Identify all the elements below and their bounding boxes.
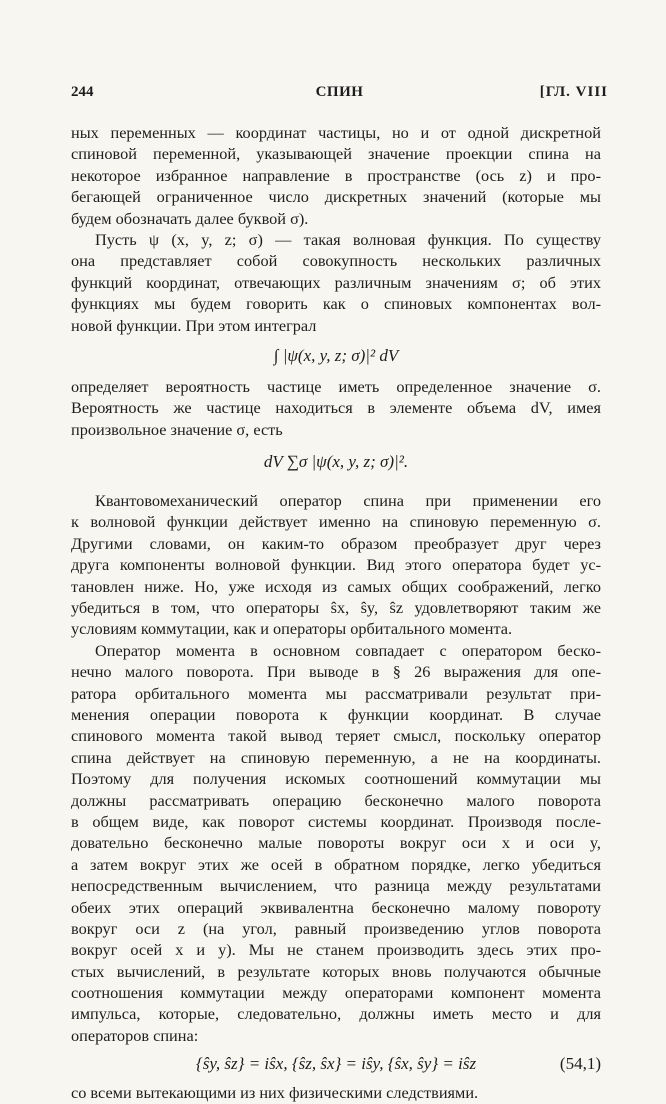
text-line: будем обозначать далее буквой σ). bbox=[71, 208, 309, 228]
text-line: друга компоненты волновой функции. Вид этого оператора будет ус- bbox=[71, 555, 601, 575]
text-line: Вероятность же частице находиться в элементе объема dV, имея bbox=[71, 398, 601, 418]
formula-probability-sum: dV ∑σ |ψ(x, y, z; σ)|². bbox=[263, 452, 409, 472]
text-line: функций координат, отвечающих различным значениям σ; об этих bbox=[71, 272, 601, 292]
paragraph-2 bbox=[71, 229, 601, 336]
text-line: ных переменных — координат частицы, но и от одной дискретной bbox=[71, 123, 601, 142]
paragraph-1 bbox=[71, 122, 601, 229]
paragraph-6 bbox=[71, 1082, 601, 1103]
text-line: Пусть ψ (x, y, z; σ) — такая волновая функция. По существу bbox=[95, 229, 601, 249]
text-line: соотношения коммутации между операторами компонент момента bbox=[71, 983, 601, 1003]
text-line: она представляет собой совокупность нескольких различных bbox=[71, 251, 601, 271]
text-line: новой функции. При этом интеграл bbox=[71, 315, 317, 335]
text-line: убедиться в том, что операторы ŝx, ŝy, ŝz удовлетворяют таким же bbox=[71, 598, 601, 618]
text-line: Оператор момента в основном совпадает с оператором беско- bbox=[95, 640, 601, 660]
text-line: Квантовомеханический оператор спина при применении его bbox=[95, 491, 601, 511]
text-line: определяет вероятность частице иметь определенное значение σ. bbox=[71, 376, 601, 396]
text-line: нечно малого поворота. При выводе в § 26 выражения для опе- bbox=[71, 662, 601, 682]
text-line: тановлен ниже. Но, уже исходя из самых общих соображений, легко bbox=[71, 576, 601, 596]
page-number: 244 bbox=[71, 84, 94, 100]
text-line: некоторое избранное направление в пространстве (ось z) и про- bbox=[71, 165, 601, 185]
paragraph-3 bbox=[71, 376, 601, 440]
text-line: должны рассматривать операцию бесконечно малого поворота bbox=[71, 790, 601, 810]
text-line: функциях мы будем говорить как о спиновых компонентах вол- bbox=[71, 294, 601, 314]
paragraph-4 bbox=[71, 490, 601, 640]
text-line: операторов спина: bbox=[71, 1025, 199, 1045]
text-line: спина действует на спиновую переменную, а не на координаты. bbox=[71, 747, 601, 767]
text-line: менения операции поворота к функции координат. В случае bbox=[71, 704, 601, 724]
text-line: а затем вокруг этих же осей в обратном порядке, легко убедиться bbox=[71, 854, 601, 874]
page-body bbox=[71, 122, 601, 1104]
text-line: в общем виде, как поворот системы координат. Производя после- bbox=[71, 811, 601, 831]
text-line: вокруг осей x и y). Мы не станем производить здесь этих про- bbox=[71, 940, 601, 960]
page-header bbox=[71, 84, 608, 106]
text-line: бегающей ограниченное число дискретных значений (которые мы bbox=[71, 187, 601, 207]
text-line: ратора орбитального момента мы рассматривали результат при- bbox=[71, 683, 601, 703]
text-line: спинового момента такой вывод теряет смысл, поскольку оператор bbox=[71, 726, 601, 746]
text-line: Поэтому для получения искомых соотношений коммутации мы bbox=[71, 769, 601, 789]
text-line: обеих этих операций эквивалентна бесконечно малому повороту bbox=[71, 897, 601, 917]
formula-commutation-relations bbox=[71, 1046, 601, 1082]
text-line: вокруг оси z (на угол, равный произведению углов поворота bbox=[71, 918, 601, 938]
running-title: СПИН bbox=[315, 84, 364, 100]
text-line: Другими словами, он каким-то образом преобразует друг через bbox=[71, 533, 601, 553]
text-line: произвольное значение σ, есть bbox=[71, 419, 283, 439]
text-line: непосредственным вычислением, что разница между результатами bbox=[71, 876, 601, 896]
text-line: со всеми вытекающими из них физическими следствиями. bbox=[71, 1083, 479, 1103]
paragraph-5 bbox=[71, 640, 601, 1046]
formula-probability-integral: ∫ |ψ(x, y, z; σ)|² dV bbox=[273, 345, 399, 365]
text-line: к волновой функции действует именно на спиновую переменную σ. bbox=[71, 512, 601, 532]
text-line: довательно бесконечно малые повороты вокруг оси x и оси y, bbox=[71, 833, 601, 853]
commutation-equation: {ŝy, ŝz} = iŝx, {ŝz, ŝx} = iŝy, {ŝx, ŝy} = iŝz bbox=[195, 1054, 477, 1074]
text-line: стых вычислений, в результате которых вновь получаются обычные bbox=[71, 961, 601, 981]
text-line: спиновой переменной, указывающей значение проекции спина на bbox=[71, 144, 601, 164]
chapter-label: [ГЛ. VIII bbox=[539, 84, 608, 100]
text-line: условиям коммутации, как и операторы орбитального момента. bbox=[71, 619, 513, 639]
equation-number: (54,1) bbox=[559, 1054, 601, 1074]
text-line: импульса, которые, следовательно, должны иметь место и для bbox=[71, 1004, 601, 1024]
